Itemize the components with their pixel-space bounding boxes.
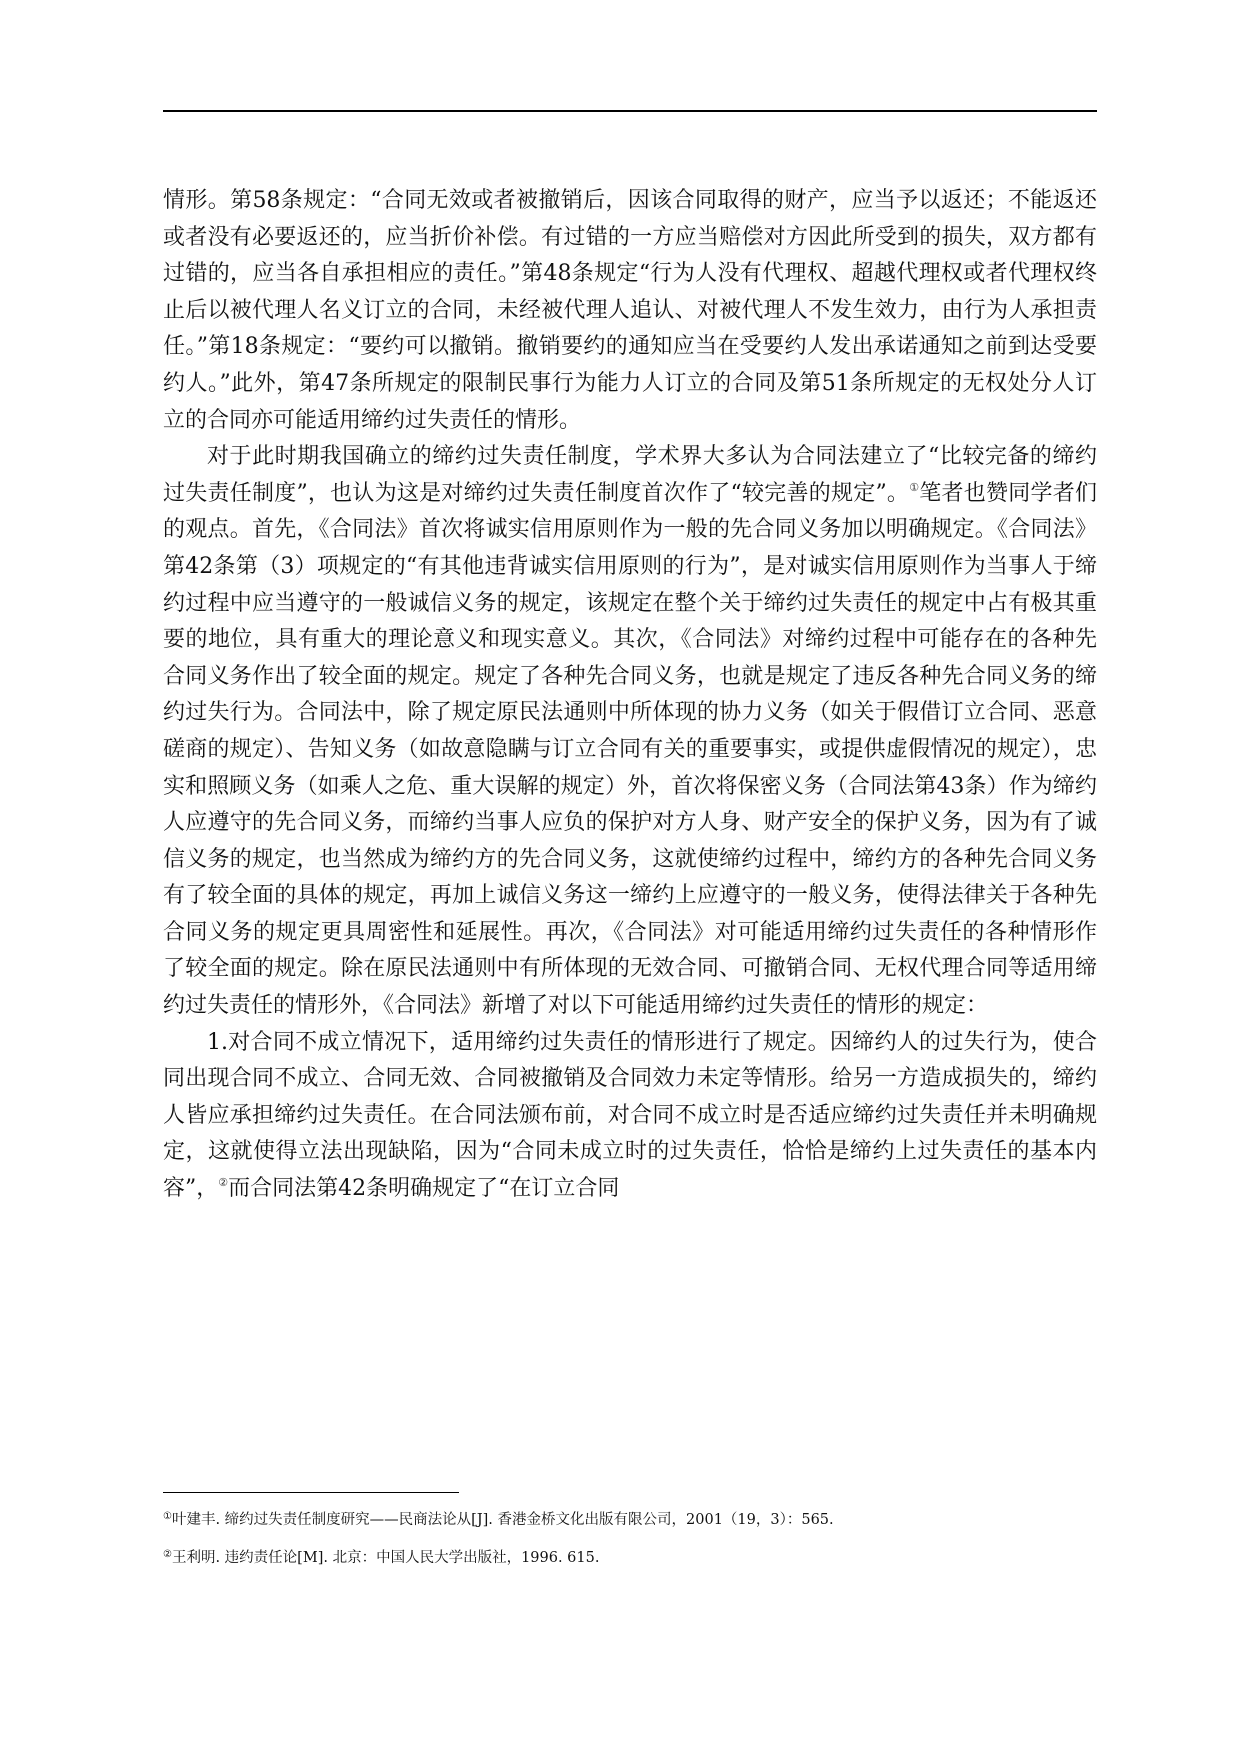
body-text	[163, 183, 1097, 1208]
paragraph-2	[163, 439, 1097, 1025]
header-rule	[163, 110, 1097, 112]
footnote-ref-2[interactable]: ②	[218, 1176, 229, 1190]
paragraph-3	[163, 1025, 1097, 1208]
footnote-ref-1[interactable]: ①	[909, 480, 920, 494]
paragraph-text: 1.对合同不成立情况下，适用缔约过失责任的情形进行了规定。因缔约人的过失行为，使合同出现合同不成立、合同无效、合同被撤销及合同效力未定等情形。给另一方造成损失的，缔约人皆应承担缔约过失责任。在合同法颁布前，对合同不成立时是否适应缔约过失责任并未明确规定，这就使得立法出现缺陷，因为“合同未成立时的过失责任，恰恰是缔约上过失责任的基本内容”，	[163, 1029, 1097, 1202]
paragraph-text: 对于此时期我国确立的缔约过失责任制度，学术界大多认为合同法建立了“比较完备的缔约过失责任制度”，也认为这是对缔约过失责任制度首次作了“较完善的规定”。	[163, 444, 1097, 506]
paragraph-text: 而合同法第42条明确规定了“在订立合同	[228, 1176, 620, 1202]
paragraph-text: 笔者也赞同学者们的观点。首先，《合同法》首次将诚实信用原则作为一般的先合同义务加以明确规定。《合同法》第42条第（3）项规定的“有其他违背诚实信用原则的行为”，是对诚实信用原则作为当事人于缔约过程中应当遵守的一般诚信义务的规定，该规定在整个关于缔约过失责任的规定中占有极其重要的地位，具有重大的理论意义和现实意义。其次，《合同法》对缔约过程中可能存在的各种先合同义务作出了较全面的规定。规定了各种先合同义务，也就是规定了违反各种先合同义务的缔约过失行为。合同法中，除了规定原民法通则中所体现的协力义务（如关于假借订立合同、恶意磋商的规定）、告知义务（如故意隐瞒与订立合同有关的重要事实，或提供虚假情况的规定），忠实和照顾义务（如乘人之危、重大误解的规定）外，首次将保密义务（合同法第43条）作为缔约人应遵守的先合同义务，而缔约当事人应负的保护对方人身、财产安全的保护义务，因为有了诚信义务的规定，也当然成为缔约方的先合同义务，这就使缔约过程中，缔约方的各种先合同义务有了较全面的具体的规定，再加上诚信义务这一缔约上应遵守的一般义务，使得法律关于各种先合同义务的规定更具周密性和延展性。再次，《合同法》对可能适用缔约过失责任的各种情形作了较全面的规定。除在原民法通则中有所体现的无效合同、可撤销合同、无权代理合同等适用缔约过失责任的情形外，《合同法》新增了对以下可能适用缔约过失责任的情形的规定：	[163, 480, 1097, 1019]
footnote-1	[163, 1510, 1097, 1530]
paragraph-1	[163, 183, 1097, 439]
footnotes	[163, 1510, 1097, 1586]
footnote-text: 王利明. 违约责任论[M]. 北京：中国人民大学出版社，1996. 615.	[171, 1550, 600, 1566]
footnote-text: 叶建丰. 缔约过失责任制度研究——民商法论从[J]. 香港金桥文化出版有限公司，2001（19，3）：565.	[171, 1512, 834, 1528]
footnote-separator	[163, 1492, 459, 1493]
paragraph-text: 情形。第58条规定：“合同无效或者被撤销后，因该合同取得的财产，应当予以返还；不能返还或者没有必要返还的，应当折价补偿。有过错的一方应当赔偿对方因此所受到的损失，双方都有过错的，应当各自承担相应的责任。”第48条规定“行为人没有代理权、超越代理权或者代理权终止后以被代理人名义订立的合同，未经被代理人追认、对被代理人不发生效力，由行为人承担责任。”第18条规定：“要约可以撤销。撤销要约的通知应当在受要约人发出承诺通知之前到达受要约人。”此外，第47条所规定的限制民事行为能力人订立的合同及第51条所规定的无权处分人订立的合同亦可能适用缔约过失责任的情形。	[163, 188, 1097, 433]
footnote-2	[163, 1548, 1097, 1568]
footnote-mark: ②	[163, 1549, 172, 1560]
footnote-mark: ①	[163, 1511, 172, 1522]
